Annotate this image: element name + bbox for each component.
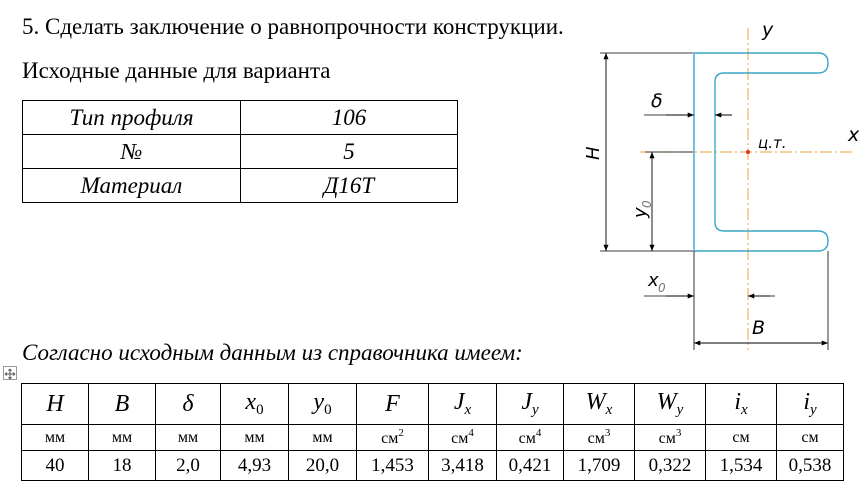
property-value: 18 [89,451,156,481]
axis-y-label: y [762,19,774,41]
initial-data-heading: Исходные данные для варианта [22,58,331,83]
spec-table [22,100,458,203]
symbol-subscript: x [464,402,472,418]
property-value: 1,453 [357,451,429,481]
table-move-handle[interactable] [3,366,17,380]
table-row [23,169,458,203]
property-symbol [497,384,564,425]
property-value: 0,322 [635,451,706,481]
symbol-subscript: y [810,402,817,418]
property-symbol [89,384,156,425]
unit-text: мм [177,428,199,446]
table-row [23,101,458,135]
unit-exponent: 3 [675,427,682,439]
dimension-y0-symbol: y [630,207,651,218]
symbol-letter: x [245,389,257,415]
symbol-letter: δ [182,390,194,417]
symbol-letter: J [521,389,532,415]
unit-exponent: 4 [535,427,542,439]
dimension-x0-label: x [648,270,659,291]
property-value: 4,93 [221,451,289,481]
unit-text: см [587,430,605,447]
task-heading: 5. Сделать заключение о равнопрочности конструкции. [22,14,564,39]
spec-key: Материал [23,169,241,203]
centroid-marker [746,150,750,154]
symbol-subscript: 0 [256,402,264,418]
unit-text: см [381,430,399,447]
property-unit [497,425,564,451]
table-row [23,135,458,169]
symbol-letter: W [656,389,677,415]
unit-exponent: 4 [468,427,474,439]
symbol-subscript: 0 [324,402,332,418]
symbol-letter: F [385,390,400,417]
symbol-letter: i [803,389,810,415]
centroid-label: ц.т. [758,134,787,152]
property-value: 40 [22,451,89,481]
spec-key: № [23,135,241,169]
unit-text: см [801,428,819,446]
spec-key: Тип профиля [23,101,241,135]
symbol-letter: i [734,389,741,415]
property-unit [357,425,429,451]
symbol-letter: y [313,389,325,415]
dimension-delta-label: δ [651,90,663,112]
unit-text: см [658,430,676,447]
spec-value: 106 [241,101,458,135]
unit-text: мм [312,428,333,446]
dimension-y0-label [630,200,654,219]
axis-x-label: x [848,124,860,146]
unit-text: см [732,428,750,446]
property-symbol [777,384,844,425]
property-symbol [429,384,497,425]
unit-text: см [451,430,469,447]
unit-text: мм [111,428,133,446]
unit-text: мм [244,428,265,446]
property-value: 3,418 [429,451,497,481]
move-arrows-icon [4,368,16,380]
property-unit [22,425,89,451]
property-symbol [357,384,429,425]
property-unit [429,425,497,451]
property-value: 2,0 [156,451,221,481]
property-symbol [22,384,89,425]
property-value: 0,538 [777,451,844,481]
property-value: 1,709 [564,451,635,481]
properties-table [21,383,844,481]
symbol-subscript: x [741,402,748,418]
property-unit [221,425,289,451]
spec-value: 5 [241,135,458,169]
symbol-letter: J [453,389,465,415]
property-unit [564,425,635,451]
property-unit [289,425,357,451]
unit-text: см [518,430,536,447]
dimension-H-label: H [583,146,604,160]
property-value: 20,0 [289,451,357,481]
symbol-subscript: x [605,402,613,418]
table-row [22,425,844,451]
property-unit [89,425,156,451]
channel-profile-drawing [560,10,865,355]
unit-exponent: 2 [398,427,404,439]
dimension-B-label: B [752,317,766,339]
property-unit [156,425,221,451]
symbol-letter: B [114,390,130,417]
symbol-subscript: y [531,402,539,418]
unit-text: мм [44,428,66,446]
property-value: 0,421 [497,451,564,481]
property-symbol [706,384,777,425]
property-unit [777,425,844,451]
property-symbol [564,384,635,425]
property-unit [706,425,777,451]
spec-value: Д16Т [241,169,458,203]
table-row [22,384,844,425]
property-symbol [289,384,357,425]
symbol-letter: H [46,390,64,417]
symbol-subscript: y [676,402,684,418]
table-row [22,451,844,481]
dimension-y0-subscript: 0 [640,200,654,208]
unit-exponent: 3 [604,427,611,439]
property-symbol [156,384,221,425]
dimension-x0-subscript: 0 [658,281,666,295]
property-unit [635,425,706,451]
property-symbol [635,384,706,425]
symbol-letter: W [585,389,606,415]
property-value: 1,534 [706,451,777,481]
reference-note: Согласно исходным данным из справочника имеем: [22,340,523,365]
property-symbol [221,384,289,425]
